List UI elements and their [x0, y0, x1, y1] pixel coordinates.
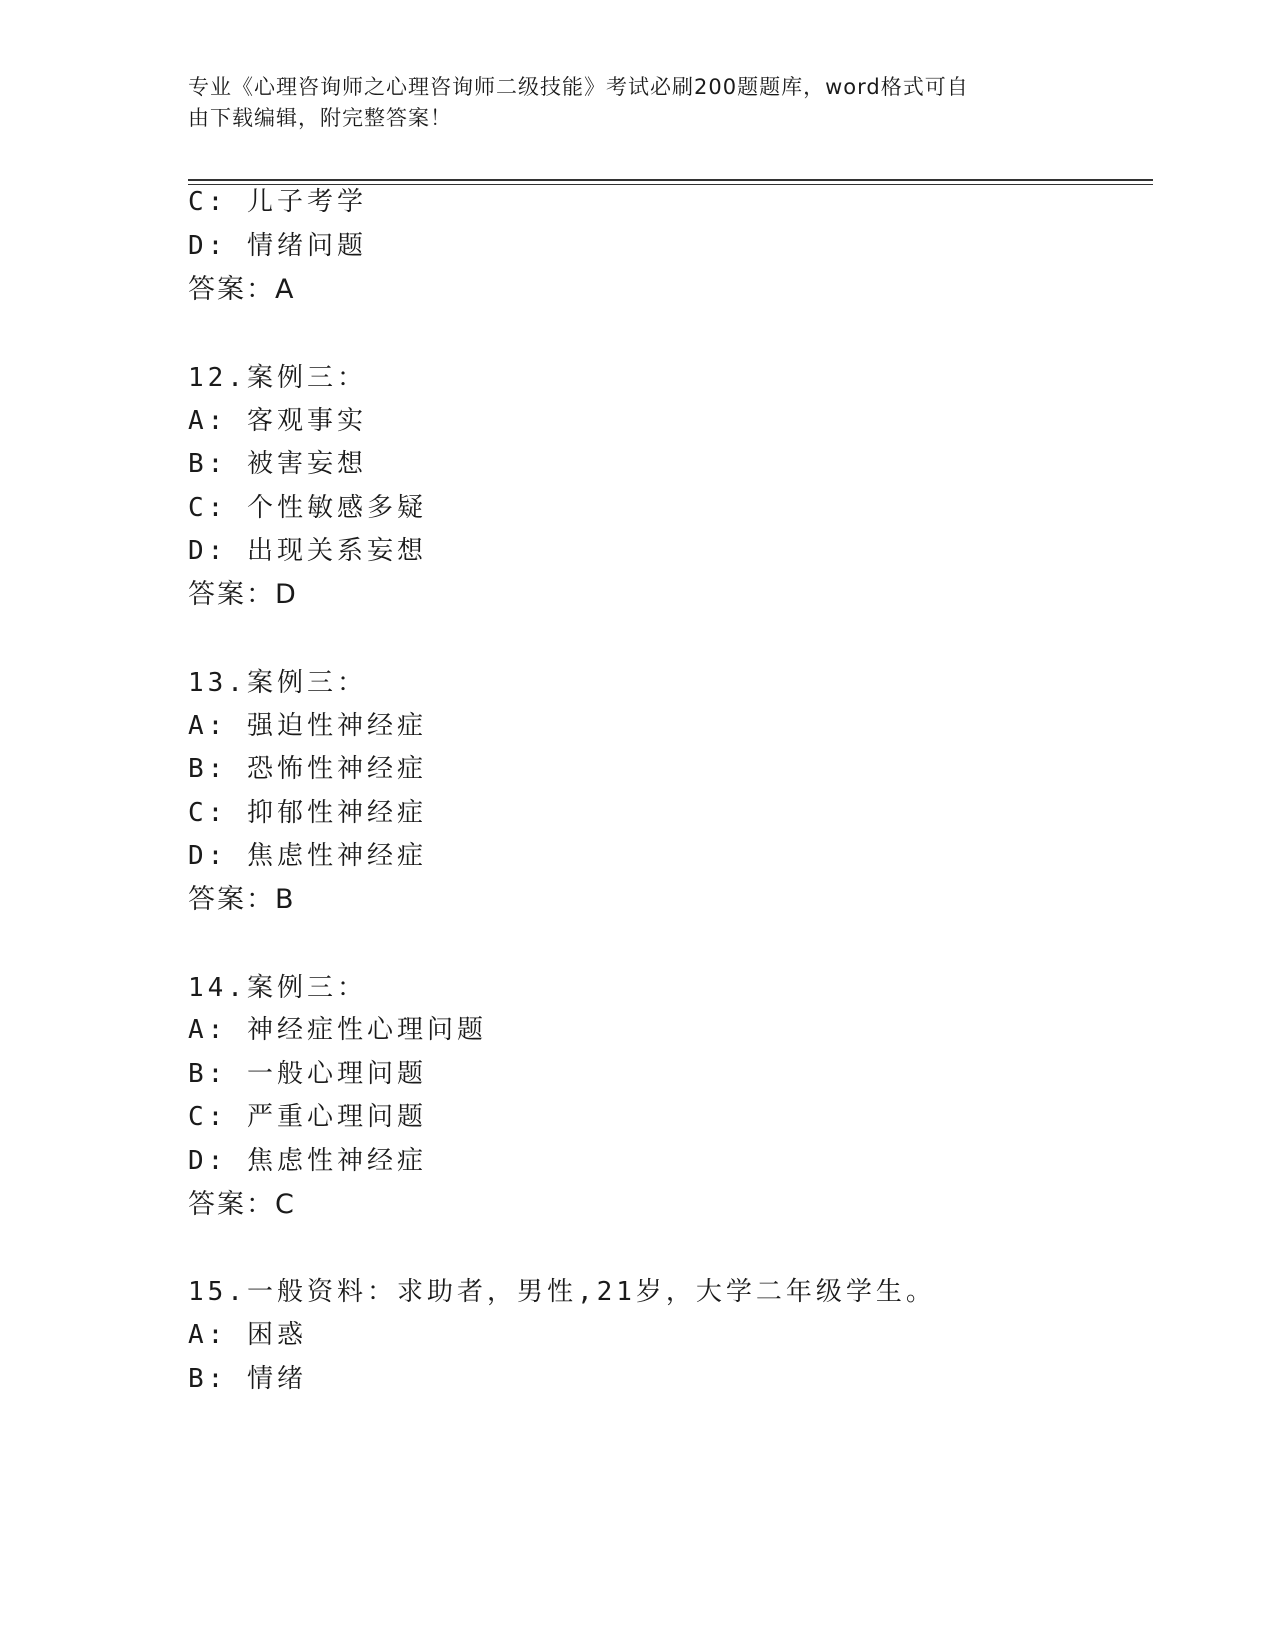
q12-stem: 12.案例三：: [188, 363, 367, 393]
prev-option-d: D: 情绪问题: [188, 231, 367, 261]
q13-option-d: D: 焦虑性神经症: [188, 841, 427, 871]
header-divider-thick: [188, 179, 1153, 181]
q12-option-a: A: 客观事实: [188, 406, 367, 436]
q12-answer: 答案：D: [188, 579, 298, 610]
q12-option-c: C: 个性敏感多疑: [188, 493, 427, 523]
q14-option-d: D: 焦虑性神经症: [188, 1146, 427, 1176]
q13-option-c: C: 抑郁性神经症: [188, 798, 427, 828]
q14-option-b: B: 一般心理问题: [188, 1059, 427, 1089]
q15-stem: 15.一般资料：求助者，男性,21岁，大学二年级学生。: [188, 1277, 936, 1307]
q15-option-b: B: 情绪: [188, 1364, 307, 1394]
q13-answer: 答案：B: [188, 884, 296, 915]
q13-option-b: B: 恐怖性神经症: [188, 754, 427, 784]
q13-stem: 13.案例三：: [188, 668, 367, 698]
q14-answer: 答案：C: [188, 1189, 296, 1220]
q15-option-a: A: 困惑: [188, 1320, 307, 1350]
q14-option-c: C: 严重心理问题: [188, 1102, 427, 1132]
q12-option-b: B: 被害妄想: [188, 449, 367, 479]
prev-answer: 答案：A: [188, 274, 296, 305]
q14-option-a: A: 神经症性心理问题: [188, 1015, 487, 1045]
q14-stem: 14.案例三：: [188, 973, 367, 1003]
header-line-2: 由下载编辑，附完整答案！: [188, 106, 452, 130]
prev-option-c: C: 儿子考学: [188, 187, 367, 217]
q12-option-d: D: 出现关系妄想: [188, 536, 427, 566]
q13-option-a: A: 强迫性神经症: [188, 711, 427, 741]
header-line-1: 专业《心理咨询师之心理咨询师二级技能》考试必刷200题题库，word格式可自: [188, 75, 969, 99]
document-header: [188, 72, 1068, 134]
